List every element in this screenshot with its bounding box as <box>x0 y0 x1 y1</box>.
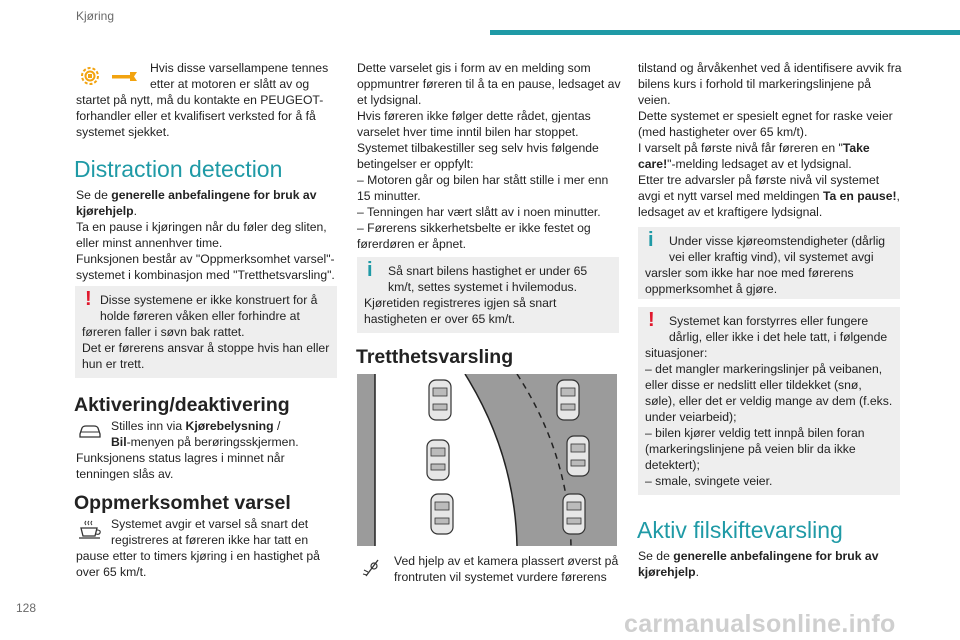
text-line: varselet hver time inntil bilen har stoppet. <box>357 125 579 139</box>
text-line: førerdøren er åpnet. <box>357 237 467 251</box>
text-line: forhandler eller et kvalifisert verksted for å få <box>76 109 316 123</box>
info-note-box <box>638 227 900 299</box>
text-line: bilens kurs i forhold til markeringslinjene på <box>638 77 872 91</box>
text-line: (med hastigheter over 65 km/t). <box>638 125 808 139</box>
car-icon <box>78 424 102 445</box>
text-line: Systemet tilbakestiller seg selv hvis følgende <box>357 141 599 155</box>
message-take-care: Take <box>842 141 870 155</box>
info-icon: i <box>367 259 373 281</box>
camera-icon <box>360 556 384 585</box>
wrench-icon <box>112 70 138 88</box>
text-line: detektert); <box>645 458 700 472</box>
message-take-a-break: Ta en pause! <box>822 189 897 203</box>
car-top-icon <box>567 436 589 476</box>
text-line: vei eller kraftig vind), vil systemet avgi <box>669 250 874 264</box>
text-line: etter at motoren er slått av og <box>150 77 310 91</box>
text-line: betingelser er oppfylt: <box>357 157 474 171</box>
text-line: over 65 km/t. <box>76 565 147 579</box>
text-line: startet på nytt, må du kontakte en PEUGEOT- <box>76 93 324 107</box>
text-line: tenningen slås av. <box>76 467 174 481</box>
car-top-icon <box>557 380 579 420</box>
text-line: eller minst annenhver time. <box>76 236 223 250</box>
text: , <box>896 189 900 203</box>
text-line: Funksjonens status lagres i minnet når <box>76 451 285 465</box>
text: . <box>133 204 137 218</box>
text-line: holde føreren våken eller forhindre at <box>100 309 300 323</box>
text-line: ledsaget av et kraftigere lydsignal. <box>638 205 823 219</box>
text-line: Systemet kan forstyrres eller fungere <box>669 314 869 328</box>
text-line: varsler som ikke har noe med førerens <box>645 266 854 280</box>
menu-ref-car: Bil <box>111 435 127 449</box>
text-line: km/t, settes systemet i hvilemodus. <box>388 280 577 294</box>
text-line: Så snart bilens hastighet er under 65 <box>388 264 588 278</box>
header-accent-bar <box>490 30 960 35</box>
text-line: oppmerksomhet å gjøre. <box>645 282 778 296</box>
text-line: et lydsignal. <box>357 93 422 107</box>
text-line: 15 minutter. <box>357 189 421 203</box>
car-top-icon <box>427 440 449 480</box>
text-line: systemet i kombinasjon med "Tretthetsvarsling". <box>76 268 335 282</box>
text: -menyen på berøringsskjermen. <box>126 435 299 449</box>
text-line: Etter tre advarsler på første nivå vil systemet <box>638 173 880 187</box>
text-line: Ved hjelp av et kamera plassert øverst på <box>394 554 619 568</box>
text-line: – Førerens sikkerhetsbelte er ikke festet og <box>357 221 591 235</box>
text-line: oppmuntrer føreren til å ta en pause, ledsaget av <box>357 77 621 91</box>
text: I varselt på første nivå får føreren en " <box>638 141 843 155</box>
text-line: frontruten vil systemet vurdere førerens <box>394 570 607 584</box>
page-number: 128 <box>16 601 37 615</box>
info-icon: i <box>648 229 654 251</box>
text-line: systemet sjekket. <box>76 125 170 139</box>
text-line: – smale, svingete veier. <box>645 474 773 488</box>
text-line: hun er trett. <box>82 357 145 371</box>
text-line: søle), eller det er veldig mange av dem (f.eks. <box>645 394 893 408</box>
section-title-attention: Oppmerksomhet varsel <box>74 492 291 514</box>
text-line: Hvis disse varsellampene tennes <box>150 61 329 75</box>
section-title-lane-departure: Aktiv filskiftevarsling <box>637 517 843 543</box>
text-line: eller disse er nedslitt eller tildekket (snø, <box>645 378 862 392</box>
link-general-recommendations: generelle anbefalingene for bruk av <box>673 549 879 563</box>
text-line: – bilen kjører veldig tett innpå bilen foran <box>645 426 865 440</box>
text-line: Systemet avgir et varsel så snart det <box>111 517 309 531</box>
car-top-icon <box>431 494 453 534</box>
lane-drift-illustration <box>357 374 617 546</box>
watermark: carmanualsonline.info <box>624 610 896 638</box>
menu-ref-driving-lighting: Kjørebelysning <box>185 419 274 433</box>
text: "-melding ledsaget av et lydsignal. <box>667 157 852 171</box>
text: Stilles inn via <box>111 419 186 433</box>
text-line: pause etter to timers kjøring i en hastighet på <box>76 549 320 563</box>
text-line: under veiarbeid); <box>645 410 737 424</box>
text-bold: kjørehjelp <box>76 204 134 218</box>
car-top-icon <box>429 380 451 420</box>
text-line: – Motoren går og bilen har stått stille i mer enn <box>357 173 609 187</box>
link-general-recommendations: generelle anbefalingene for bruk av <box>111 188 317 202</box>
text: Se de <box>638 549 674 563</box>
section-title-distraction: Distraction detection <box>74 156 283 182</box>
text-line: – Tenningen har vært slått av i noen minutter. <box>357 205 601 219</box>
text-line: – det mangler markeringslinjer på veibanen, <box>645 362 883 376</box>
text-line: situasjoner: <box>645 346 708 360</box>
text-line: Funksjonen består av "Oppmerksomhet varsel"- <box>76 252 335 266</box>
text-line: Hvis føreren ikke følger dette rådet, gjentas <box>357 109 591 123</box>
text-line: registreres at føreren ikke har tatt en <box>111 533 309 547</box>
warning-note-box <box>75 286 337 378</box>
coffee-cup-icon <box>78 520 102 545</box>
text-line: tilstand og årvåkenhet ved å identifisere avvik fra <box>638 61 902 75</box>
text-line: veien. <box>638 93 671 107</box>
text-line: Dette varselet gis i form av en melding som <box>357 61 591 75</box>
warning-lamp-icon <box>78 66 102 91</box>
text: . <box>695 565 699 579</box>
text-bold: kjørehjelp <box>638 565 696 579</box>
section-title-activation: Aktivering/deaktivering <box>74 394 290 416</box>
text-line: hastigheten er over 65 km/t. <box>364 312 516 326</box>
text-line: Disse systemene er ikke konstruert for å <box>100 293 318 307</box>
running-header: Kjøring <box>76 9 115 23</box>
text-line: Dette systemet er spesielt egnet for raske veier <box>638 109 893 123</box>
text-line: Under visse kjøreomstendigheter (dårlig <box>669 234 886 248</box>
car-top-icon <box>563 494 585 534</box>
text-line: Kjøretiden registreres igjen så snart <box>364 296 557 310</box>
text: / <box>273 419 281 433</box>
exclamation-icon: ! <box>648 309 655 331</box>
text-line: føreren faller i søvn bak rattet. <box>82 325 245 339</box>
exclamation-icon: ! <box>85 288 92 310</box>
warning-note-box <box>638 307 900 495</box>
text-line: dårlig, eller ikke i det hele tatt, i følgende <box>669 330 888 344</box>
text: Se de <box>76 188 112 202</box>
text-line: (markeringslinjene på veien blir da ikke <box>645 442 856 456</box>
message-take-care-end: care! <box>638 157 668 171</box>
info-note-box <box>357 257 619 333</box>
section-title-fatigue: Tretthetsvarsling <box>356 346 514 368</box>
text-line: Ta en pause i kjøringen når du føler deg sliten, <box>76 220 327 234</box>
text: avgi et nytt varsel med meldingen <box>638 189 823 203</box>
text-line: Det er førerens ansvar å stoppe hvis han eller <box>82 341 330 355</box>
